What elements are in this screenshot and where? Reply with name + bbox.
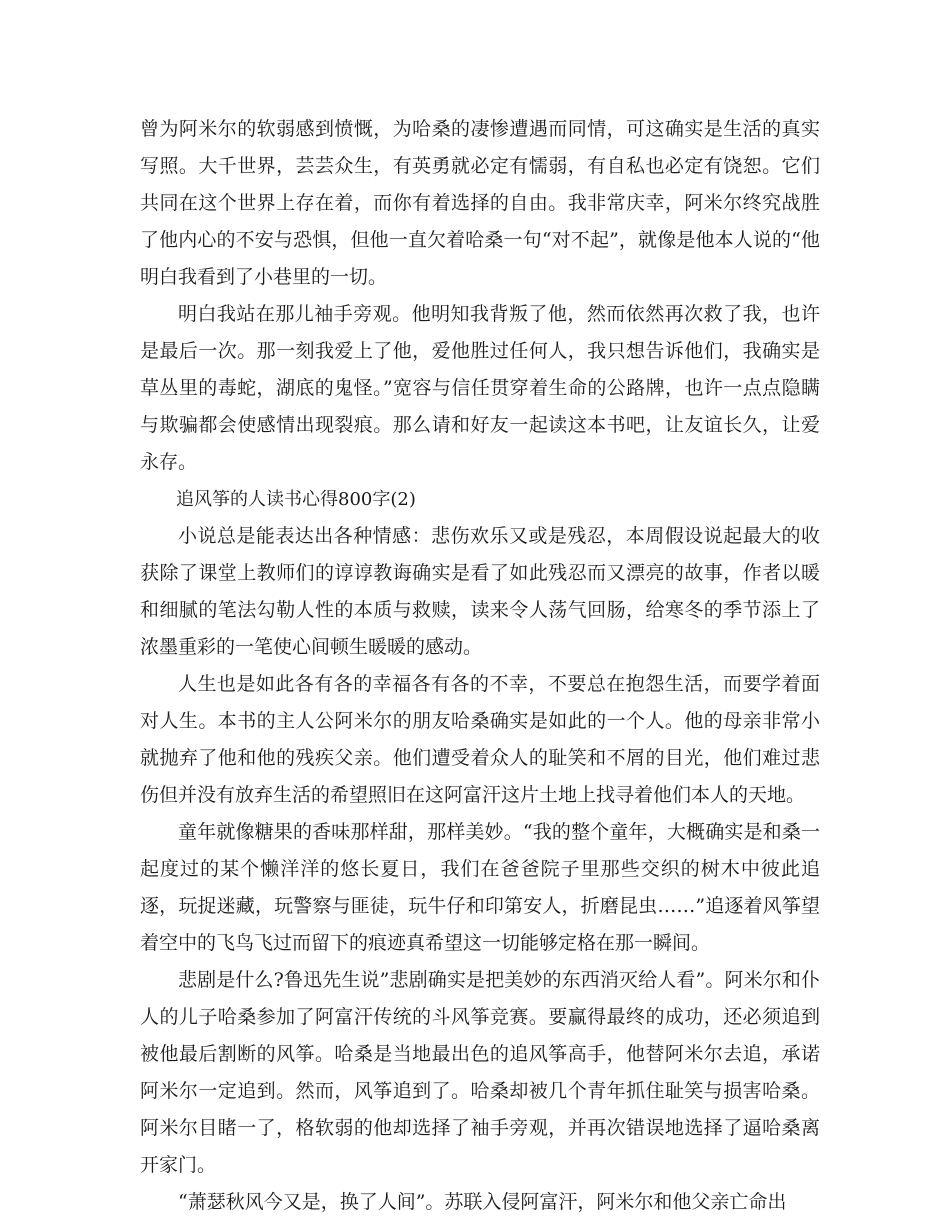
paragraph-6: 悲剧是什么?鲁迅先生说”悲剧确实是把美妙的东西消灭给人看”。阿米尔和仆人的儿子哈桑参加了阿富汗传统的斗风筝竞赛。要赢得最终的成功，还必须追到被他最后割断的风筝。哈桑是当地最出色的追风筝高手，他替阿米尔去追，承诺阿米尔一定追到。然而，风筝追到了。哈桑却被几个青年抓住耻笑与损害哈桑。阿米尔目睹一了，格软弱的他却选择了袖手旁观，并再次错误地选择了逼哈桑离开家门。 bbox=[140, 969, 820, 1176]
paragraph-4: 人生也是如此各有各的幸福各有各的不幸，不要总在抱怨生活，而要学着面对人生。本书的主人公阿米尔的朋友哈桑确实是如此的一个人。他的母亲非常小就抛弃了他和他的残疾父亲。他们遭受着众人的耻笑和不屑的目光，他们难过悲伤但并没有放弃生活的希望照旧在这阿富汗这片土地上找寻着他们本人的天地。 bbox=[140, 673, 820, 806]
paragraph-2: 明白我站在那儿袖手旁观。他明知我背叛了他，然而依然再次救了我，也许是最后一次。那一刻我爱上了他，爱他胜过任何人，我只想告诉他们，我确实是草丛里的毒蛇，湖底的鬼怪。”宽容与信任贯穿着生命的公路牌，也许一点点隐瞒与欺骗都会使感情出现裂痕。那么请和好友一起读这本书吧，让友谊长久，让爱永存。 bbox=[140, 303, 820, 473]
paragraph-7: “萧瑟秋风今又是，换了人间”。苏联入侵阿富汗，阿米尔和他父亲亡命出 bbox=[178, 1191, 787, 1213]
paragraph-5: 童年就像糖果的香味那样甜，那样美妙。“我的整个童年，大概确实是和桑一起度过的某个懒洋洋的悠长夏日，我们在爸爸院子里那些交织的树木中彼此追逐，玩捉迷藏，玩警察与匪徒，玩牛仔和印第安人，折磨昆虫……”追逐着风筝望着空中的飞鸟飞过而留下的痕迹真希望这一切能够定格在那一瞬间。 bbox=[140, 821, 820, 954]
paragraph-1: 曾为阿米尔的软弱感到愤慨，为哈桑的凄惨遭遇而同情，可这确实是生活的真实写照。大千世界，芸芸众生，有英勇就必定有懦弱，有自私也必定有饶恕。它们共同在这个世界上存在着，而你有着选择的自由。我非常庆幸，阿米尔终究战胜了他内心的不安与恐惧，但他一直欠着哈桑一句“对不起”，就像是他本人说的“他明白我看到了小巷里的一切。 bbox=[140, 118, 820, 288]
section-heading: 追风筝的人读书心得800字(2) bbox=[176, 489, 416, 510]
paragraph-3: 小说总是能表达出各种情感：悲伤欢乐又或是残忍，本周假设说起最大的收获除了课堂上教师们的谆谆教诲确实是看了如此残忍而又漂亮的故事，作者以暖和细腻的笔法勾勒人性的本质与救赎，读来令人荡气回肠，给寒冬的季节添上了浓墨重彩的一笔使心间顿生暖暖的感动。 bbox=[140, 525, 820, 658]
document-body bbox=[140, 111, 820, 1221]
